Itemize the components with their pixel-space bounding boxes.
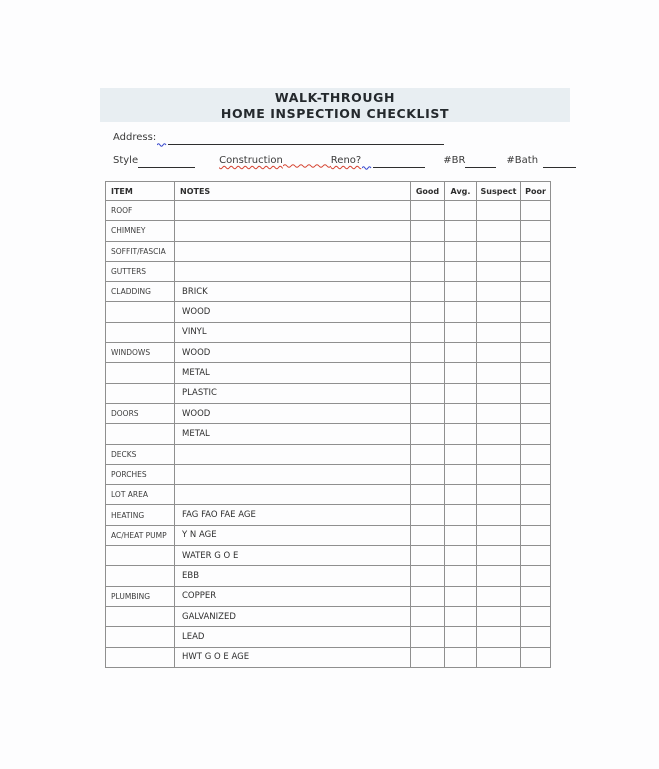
item-cell: PORCHES bbox=[106, 464, 175, 484]
notes-cell: WOOD bbox=[175, 302, 411, 322]
header-item: ITEM bbox=[106, 182, 175, 201]
rating-cell-good[interactable] bbox=[411, 241, 445, 261]
rating-cell-suspect[interactable] bbox=[477, 546, 521, 566]
item-cell bbox=[106, 606, 175, 626]
br-input-line[interactable] bbox=[465, 154, 496, 168]
rating-cell-avg[interactable] bbox=[445, 464, 477, 484]
notes-cell: Y N AGE bbox=[175, 525, 411, 545]
rating-cell-good[interactable] bbox=[411, 566, 445, 586]
rating-cell-suspect[interactable] bbox=[477, 282, 521, 302]
rating-cell-suspect[interactable] bbox=[477, 383, 521, 403]
rating-cell-good[interactable] bbox=[411, 505, 445, 525]
rating-cell-suspect[interactable] bbox=[477, 241, 521, 261]
notes-cell[interactable] bbox=[175, 201, 411, 221]
rating-cell-poor[interactable] bbox=[521, 525, 551, 545]
item-cell: SOFFIT/FASCIA bbox=[106, 241, 175, 261]
rating-cell-avg[interactable] bbox=[445, 424, 477, 444]
item-cell: ROOF bbox=[106, 201, 175, 221]
rating-cell-poor[interactable] bbox=[521, 647, 551, 667]
rating-cell-avg[interactable] bbox=[445, 546, 477, 566]
notes-cell: FAG FAO FAE AGE bbox=[175, 505, 411, 525]
rating-cell-poor[interactable] bbox=[521, 403, 551, 423]
rating-cell-suspect[interactable] bbox=[477, 221, 521, 241]
rating-cell-suspect[interactable] bbox=[477, 485, 521, 505]
spacer bbox=[195, 167, 219, 168]
rating-cell-poor[interactable] bbox=[521, 363, 551, 383]
table-row bbox=[106, 424, 551, 444]
style-line bbox=[113, 154, 576, 170]
rating-cell-good[interactable] bbox=[411, 403, 445, 423]
item-cell: PLUMBING bbox=[106, 586, 175, 606]
inspection-table bbox=[105, 181, 551, 668]
item-cell bbox=[106, 302, 175, 322]
rating-cell-poor[interactable] bbox=[521, 546, 551, 566]
rating-cell-good[interactable] bbox=[411, 363, 445, 383]
construction-input-line[interactable] bbox=[283, 155, 331, 168]
rating-cell-avg[interactable] bbox=[445, 444, 477, 464]
rating-cell-good[interactable] bbox=[411, 282, 445, 302]
item-cell: HEATING bbox=[106, 505, 175, 525]
bath-input-line[interactable] bbox=[543, 154, 576, 168]
rating-cell-good[interactable] bbox=[411, 424, 445, 444]
rating-cell-suspect[interactable] bbox=[477, 363, 521, 383]
table-row bbox=[106, 525, 551, 545]
table-row bbox=[106, 566, 551, 586]
rating-cell-avg[interactable] bbox=[445, 241, 477, 261]
rating-cell-poor[interactable] bbox=[521, 485, 551, 505]
table-row bbox=[106, 241, 551, 261]
rating-cell-avg[interactable] bbox=[445, 343, 477, 363]
br-label: #BR bbox=[443, 155, 466, 166]
rating-cell-poor[interactable] bbox=[521, 261, 551, 281]
item-cell bbox=[106, 424, 175, 444]
rating-cell-poor[interactable] bbox=[521, 566, 551, 586]
notes-cell: EBB bbox=[175, 566, 411, 586]
notes-cell[interactable] bbox=[175, 464, 411, 484]
notes-cell: PLASTIC bbox=[175, 383, 411, 403]
table-row bbox=[106, 282, 551, 302]
table-row bbox=[106, 261, 551, 281]
rating-cell-good[interactable] bbox=[411, 485, 445, 505]
rating-cell-good[interactable] bbox=[411, 444, 445, 464]
item-cell: CHIMNEY bbox=[106, 221, 175, 241]
rating-cell-suspect[interactable] bbox=[477, 627, 521, 647]
rating-cell-good[interactable] bbox=[411, 586, 445, 606]
rating-cell-good[interactable] bbox=[411, 343, 445, 363]
item-cell bbox=[106, 566, 175, 586]
rating-cell-poor[interactable] bbox=[521, 302, 551, 322]
grammar-squiggle-icon bbox=[362, 162, 372, 168]
item-cell: AC/HEAT PUMP bbox=[106, 525, 175, 545]
table-row bbox=[106, 546, 551, 566]
notes-cell: BRICK bbox=[175, 282, 411, 302]
notes-cell: LEAD bbox=[175, 627, 411, 647]
rating-cell-avg[interactable] bbox=[445, 221, 477, 241]
rating-cell-poor[interactable] bbox=[521, 322, 551, 342]
notes-cell: COPPER bbox=[175, 586, 411, 606]
item-cell: CLADDING bbox=[106, 282, 175, 302]
table-row bbox=[106, 444, 551, 464]
header-suspect: Suspect bbox=[477, 182, 521, 201]
rating-cell-poor[interactable] bbox=[521, 606, 551, 626]
item-cell: DECKS bbox=[106, 444, 175, 464]
grammar-squiggle-icon bbox=[157, 139, 167, 145]
item-cell bbox=[106, 627, 175, 647]
rating-cell-avg[interactable] bbox=[445, 505, 477, 525]
notes-cell: WOOD bbox=[175, 343, 411, 363]
rating-cell-poor[interactable] bbox=[521, 221, 551, 241]
table-row bbox=[106, 221, 551, 241]
table-row bbox=[106, 586, 551, 606]
table-row bbox=[106, 647, 551, 667]
item-cell bbox=[106, 546, 175, 566]
rating-cell-suspect[interactable] bbox=[477, 606, 521, 626]
notes-cell: METAL bbox=[175, 424, 411, 444]
rating-cell-good[interactable] bbox=[411, 261, 445, 281]
item-cell: DOORS bbox=[106, 403, 175, 423]
notes-cell: VINYL bbox=[175, 322, 411, 342]
rating-cell-suspect[interactable] bbox=[477, 566, 521, 586]
rating-cell-good[interactable] bbox=[411, 221, 445, 241]
rating-cell-poor[interactable] bbox=[521, 586, 551, 606]
rating-cell-avg[interactable] bbox=[445, 201, 477, 221]
rating-cell-suspect[interactable] bbox=[477, 322, 521, 342]
rating-cell-poor[interactable] bbox=[521, 505, 551, 525]
table-row bbox=[106, 606, 551, 626]
rating-cell-poor[interactable] bbox=[521, 424, 551, 444]
style-input-line[interactable] bbox=[138, 154, 195, 168]
table-row bbox=[106, 383, 551, 403]
rating-cell-avg[interactable] bbox=[445, 566, 477, 586]
page-title bbox=[100, 88, 570, 122]
rating-cell-suspect[interactable] bbox=[477, 302, 521, 322]
title-line-1: WALK-THROUGH bbox=[274, 90, 396, 105]
notes-cell[interactable] bbox=[175, 485, 411, 505]
table-row bbox=[106, 485, 551, 505]
rating-cell-suspect[interactable] bbox=[477, 464, 521, 484]
notes-cell: HWT G O E AGE bbox=[175, 647, 411, 667]
header-avg: Avg. bbox=[445, 182, 477, 201]
header-good: Good bbox=[411, 182, 445, 201]
rating-cell-poor[interactable] bbox=[521, 383, 551, 403]
rating-cell-avg[interactable] bbox=[445, 302, 477, 322]
rating-cell-poor[interactable] bbox=[521, 464, 551, 484]
rating-cell-suspect[interactable] bbox=[477, 201, 521, 221]
address-label: Address: bbox=[113, 132, 157, 143]
bath-label: #Bath bbox=[506, 155, 539, 166]
table-header-row bbox=[106, 182, 551, 201]
table-row bbox=[106, 403, 551, 423]
notes-cell: METAL bbox=[175, 363, 411, 383]
notes-cell: WATER G O E bbox=[175, 546, 411, 566]
spellcheck-squiggle-icon bbox=[283, 162, 331, 168]
notes-cell[interactable] bbox=[175, 241, 411, 261]
rating-cell-suspect[interactable] bbox=[477, 586, 521, 606]
table-row bbox=[106, 302, 551, 322]
reno-input-line[interactable] bbox=[373, 154, 425, 168]
rating-cell-suspect[interactable] bbox=[477, 525, 521, 545]
table-row bbox=[106, 363, 551, 383]
rating-cell-good[interactable] bbox=[411, 627, 445, 647]
item-cell bbox=[106, 647, 175, 667]
rating-cell-avg[interactable] bbox=[445, 363, 477, 383]
rating-cell-avg[interactable] bbox=[445, 282, 477, 302]
rating-cell-good[interactable] bbox=[411, 464, 445, 484]
spacer bbox=[496, 167, 506, 168]
construction-label: Construction bbox=[219, 155, 283, 166]
table-row bbox=[106, 201, 551, 221]
rating-cell-good[interactable] bbox=[411, 647, 445, 667]
item-cell: WINDOWS bbox=[106, 343, 175, 363]
rating-cell-avg[interactable] bbox=[445, 606, 477, 626]
table-row bbox=[106, 322, 551, 342]
notes-cell: WOOD bbox=[175, 403, 411, 423]
table-row bbox=[106, 627, 551, 647]
rating-cell-good[interactable] bbox=[411, 322, 445, 342]
header-notes: NOTES bbox=[175, 182, 411, 201]
reno-label: Reno? bbox=[330, 155, 362, 166]
rating-cell-suspect[interactable] bbox=[477, 403, 521, 423]
spacer bbox=[425, 167, 443, 168]
rating-cell-avg[interactable] bbox=[445, 525, 477, 545]
item-cell: GUTTERS bbox=[106, 261, 175, 281]
rating-cell-avg[interactable] bbox=[445, 485, 477, 505]
notes-cell[interactable] bbox=[175, 221, 411, 241]
notes-cell[interactable] bbox=[175, 444, 411, 464]
rating-cell-good[interactable] bbox=[411, 525, 445, 545]
address-input-line[interactable] bbox=[168, 131, 444, 145]
rating-cell-poor[interactable] bbox=[521, 444, 551, 464]
rating-cell-good[interactable] bbox=[411, 201, 445, 221]
rating-cell-good[interactable] bbox=[411, 383, 445, 403]
table-row bbox=[106, 343, 551, 363]
style-label: Style bbox=[113, 155, 139, 166]
header-poor: Poor bbox=[521, 182, 551, 201]
rating-cell-poor[interactable] bbox=[521, 282, 551, 302]
table-row bbox=[106, 505, 551, 525]
address-line bbox=[113, 131, 444, 147]
rating-cell-suspect[interactable] bbox=[477, 261, 521, 281]
rating-cell-poor[interactable] bbox=[521, 241, 551, 261]
rating-cell-avg[interactable] bbox=[445, 261, 477, 281]
rating-cell-avg[interactable] bbox=[445, 322, 477, 342]
table-row bbox=[106, 464, 551, 484]
rating-cell-good[interactable] bbox=[411, 546, 445, 566]
rating-cell-poor[interactable] bbox=[521, 627, 551, 647]
rating-cell-avg[interactable] bbox=[445, 383, 477, 403]
rating-cell-poor[interactable] bbox=[521, 343, 551, 363]
rating-cell-avg[interactable] bbox=[445, 627, 477, 647]
item-cell bbox=[106, 322, 175, 342]
rating-cell-good[interactable] bbox=[411, 606, 445, 626]
rating-cell-avg[interactable] bbox=[445, 647, 477, 667]
rating-cell-suspect[interactable] bbox=[477, 505, 521, 525]
notes-cell[interactable] bbox=[175, 261, 411, 281]
item-cell bbox=[106, 383, 175, 403]
item-cell bbox=[106, 363, 175, 383]
rating-cell-suspect[interactable] bbox=[477, 343, 521, 363]
rating-cell-suspect[interactable] bbox=[477, 647, 521, 667]
rating-cell-suspect[interactable] bbox=[477, 444, 521, 464]
rating-cell-avg[interactable] bbox=[445, 586, 477, 606]
notes-cell: GALVANIZED bbox=[175, 606, 411, 626]
title-line-2: HOME INSPECTION CHECKLIST bbox=[220, 106, 450, 121]
rating-cell-suspect[interactable] bbox=[477, 424, 521, 444]
rating-cell-avg[interactable] bbox=[445, 403, 477, 423]
item-cell: LOT AREA bbox=[106, 485, 175, 505]
rating-cell-poor[interactable] bbox=[521, 201, 551, 221]
rating-cell-good[interactable] bbox=[411, 302, 445, 322]
